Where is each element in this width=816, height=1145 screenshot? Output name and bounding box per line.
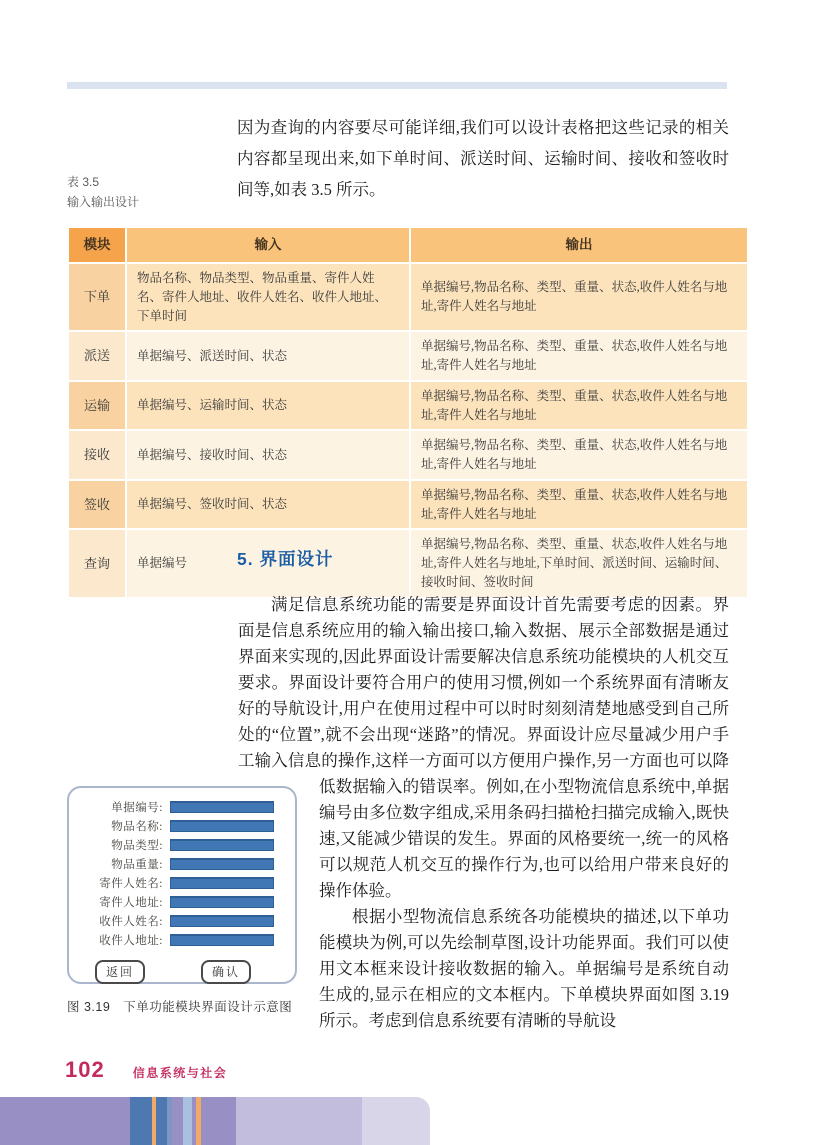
band-segment [156,1097,167,1145]
cell-output: 单据编号,物品名称、类型、重量、状态,收件人姓名与地址,寄件人姓名与地址 [411,332,747,380]
field-label-receiver-name: 收件人姓名: [99,916,163,928]
table-label-title: 输入输出设计 [67,195,140,209]
cell-input: 单据编号、签收时间、状态 [127,481,409,529]
table-header-row [69,228,747,262]
cell-output: 单据编号,物品名称、类型、重量、状态,收件人姓名与地址,寄件人姓名与地址,下单时间、派送时间、运输时间、接收时间、签收时间 [411,530,747,596]
text-input-box [170,858,274,870]
page-number: 102 [65,1057,105,1082]
table-header-input: 输入 [127,228,409,262]
table-header-output: 输出 [411,228,747,262]
cell-output: 单据编号,物品名称、类型、重量、状态,收件人姓名与地址,寄件人姓名与地址 [411,382,747,430]
cell-input: 物品名称、物品类型、物品重量、寄件人姓名、寄件人地址、收件人姓名、收件人地址、下单时间 [127,264,409,330]
cell-input: 单据编号、派送时间、状态 [127,332,409,380]
field-label-item-name: 物品名称: [111,821,163,833]
form-field-row [69,858,295,870]
section-heading: 5. 界面设计 [237,549,334,569]
form-field-row [69,877,295,889]
figure-caption: 图 3.19 下单功能模块界面设计示意图 [67,1000,293,1014]
field-label-item-weight: 物品重量: [111,859,163,871]
field-label-sender-address: 寄件人地址: [99,897,163,909]
form-field-row [69,839,295,851]
intro-paragraph: 因为查询的内容要尽可能详细,我们可以设计表格把这些记录的相关内容都呈现出来,如下单时间、派送时间、运输时间、接收和签收时间等,如表 3.5 所示。 [237,118,729,199]
cell-input: 单据编号 [127,530,409,596]
table-label-number: 表 3.5 [67,175,100,189]
text-input-box [170,896,274,908]
form-field-row [69,820,295,832]
cell-input: 单据编号、运输时间、状态 [127,382,409,430]
text-input-box [170,934,274,946]
back-button: 返回 [95,960,145,984]
page-footer [65,1057,227,1083]
form-buttons [69,960,295,984]
field-label-receiver-address: 收件人地址: [99,935,163,947]
figure-ui-mockup [67,786,297,984]
cell-module: 下单 [69,264,125,330]
cell-module: 接收 [69,431,125,479]
cell-module: 派送 [69,332,125,380]
table-row [69,431,747,479]
cell-output: 单据编号,物品名称、类型、重量、状态,收件人姓名与地址,寄件人姓名与地址 [411,264,747,330]
cell-module: 运输 [69,382,125,430]
paragraph-interface-design: 满足信息系统功能的需要是界面设计首先需要考虑的因素。界面是信息系统应用的输入输出接口,输入数据、展示全部数据是通过界面来实现的,因此界面设计需要解决信息系统功能模块的人机交互要求。界面设计要符合用户的使用习惯,例如一个系统界面有清晰友好的导航设计,用户在使用过程中可以时时刻刻清楚地感受到自己所处的“位置”,就不会出现“迷路”的情况。界面设计应尽量减少用户手工输入信息的操作,这样一方面可以方便用户操作,另一方面也可以降低数据输入的错误率。例如,在小型物流信息系统中,单据编号由多位数字组成,采用条码扫描枪扫描完成输入,既快速,又能减少错误的发生。界面的风格要统一,统一的风格可以规范人机交互的操作行为,也可以给用户带来良好的操作体验。 [238,595,729,900]
field-label-order-number: 单据编号: [111,802,163,814]
cell-input: 单据编号、接收时间、状态 [127,431,409,479]
cell-module: 签收 [69,481,125,529]
io-design-table [67,226,749,599]
cell-output: 单据编号,物品名称、类型、重量、状态,收件人姓名与地址,寄件人姓名与地址 [411,431,747,479]
table-row [69,332,747,380]
footer-band [0,1097,430,1145]
cell-output: 单据编号,物品名称、类型、重量、状态,收件人姓名与地址,寄件人姓名与地址 [411,481,747,529]
form-field-row [69,896,295,908]
band-segment [236,1097,362,1145]
band-segment [172,1097,183,1145]
field-label-sender-name: 寄件人姓名: [99,878,163,890]
text-input-box [170,877,274,889]
paragraph-module-example: 根据小型物流信息系统各功能模块的描述,以下单功能模块为例,可以先绘制草图,设计功能界面。我们可以使用文本框来设计接收数据的输入。单据编号是系统自动生成的,显示在相应的文本框内。下单模块界面如图 3.19 所示。考虑到信息系统要有清晰的导航设 [319,907,729,1030]
table-row [69,530,747,596]
table-row [69,382,747,430]
text-input-box [170,801,274,813]
confirm-button: 确认 [201,960,251,984]
band-segment [362,1097,430,1145]
table-margin-label [67,172,139,212]
band-segment [183,1097,192,1145]
table-header-module: 模块 [69,228,125,262]
cell-module: 查询 [69,530,125,596]
book-title: 信息系统与社会 [132,1066,228,1080]
top-rule [67,82,727,89]
band-segment [201,1097,236,1145]
text-input-box [170,915,274,927]
field-label-item-type: 物品类型: [111,840,163,852]
table-row [69,264,747,330]
text-input-box [170,820,274,832]
form-field-row [69,915,295,927]
form-field-row [69,934,295,946]
band-segment [130,1097,152,1145]
body-text-block [237,592,729,1074]
band-segment [0,1097,130,1145]
table-row [69,481,747,529]
form-fields [69,801,295,946]
text-input-box [170,839,274,851]
form-field-row [69,801,295,813]
